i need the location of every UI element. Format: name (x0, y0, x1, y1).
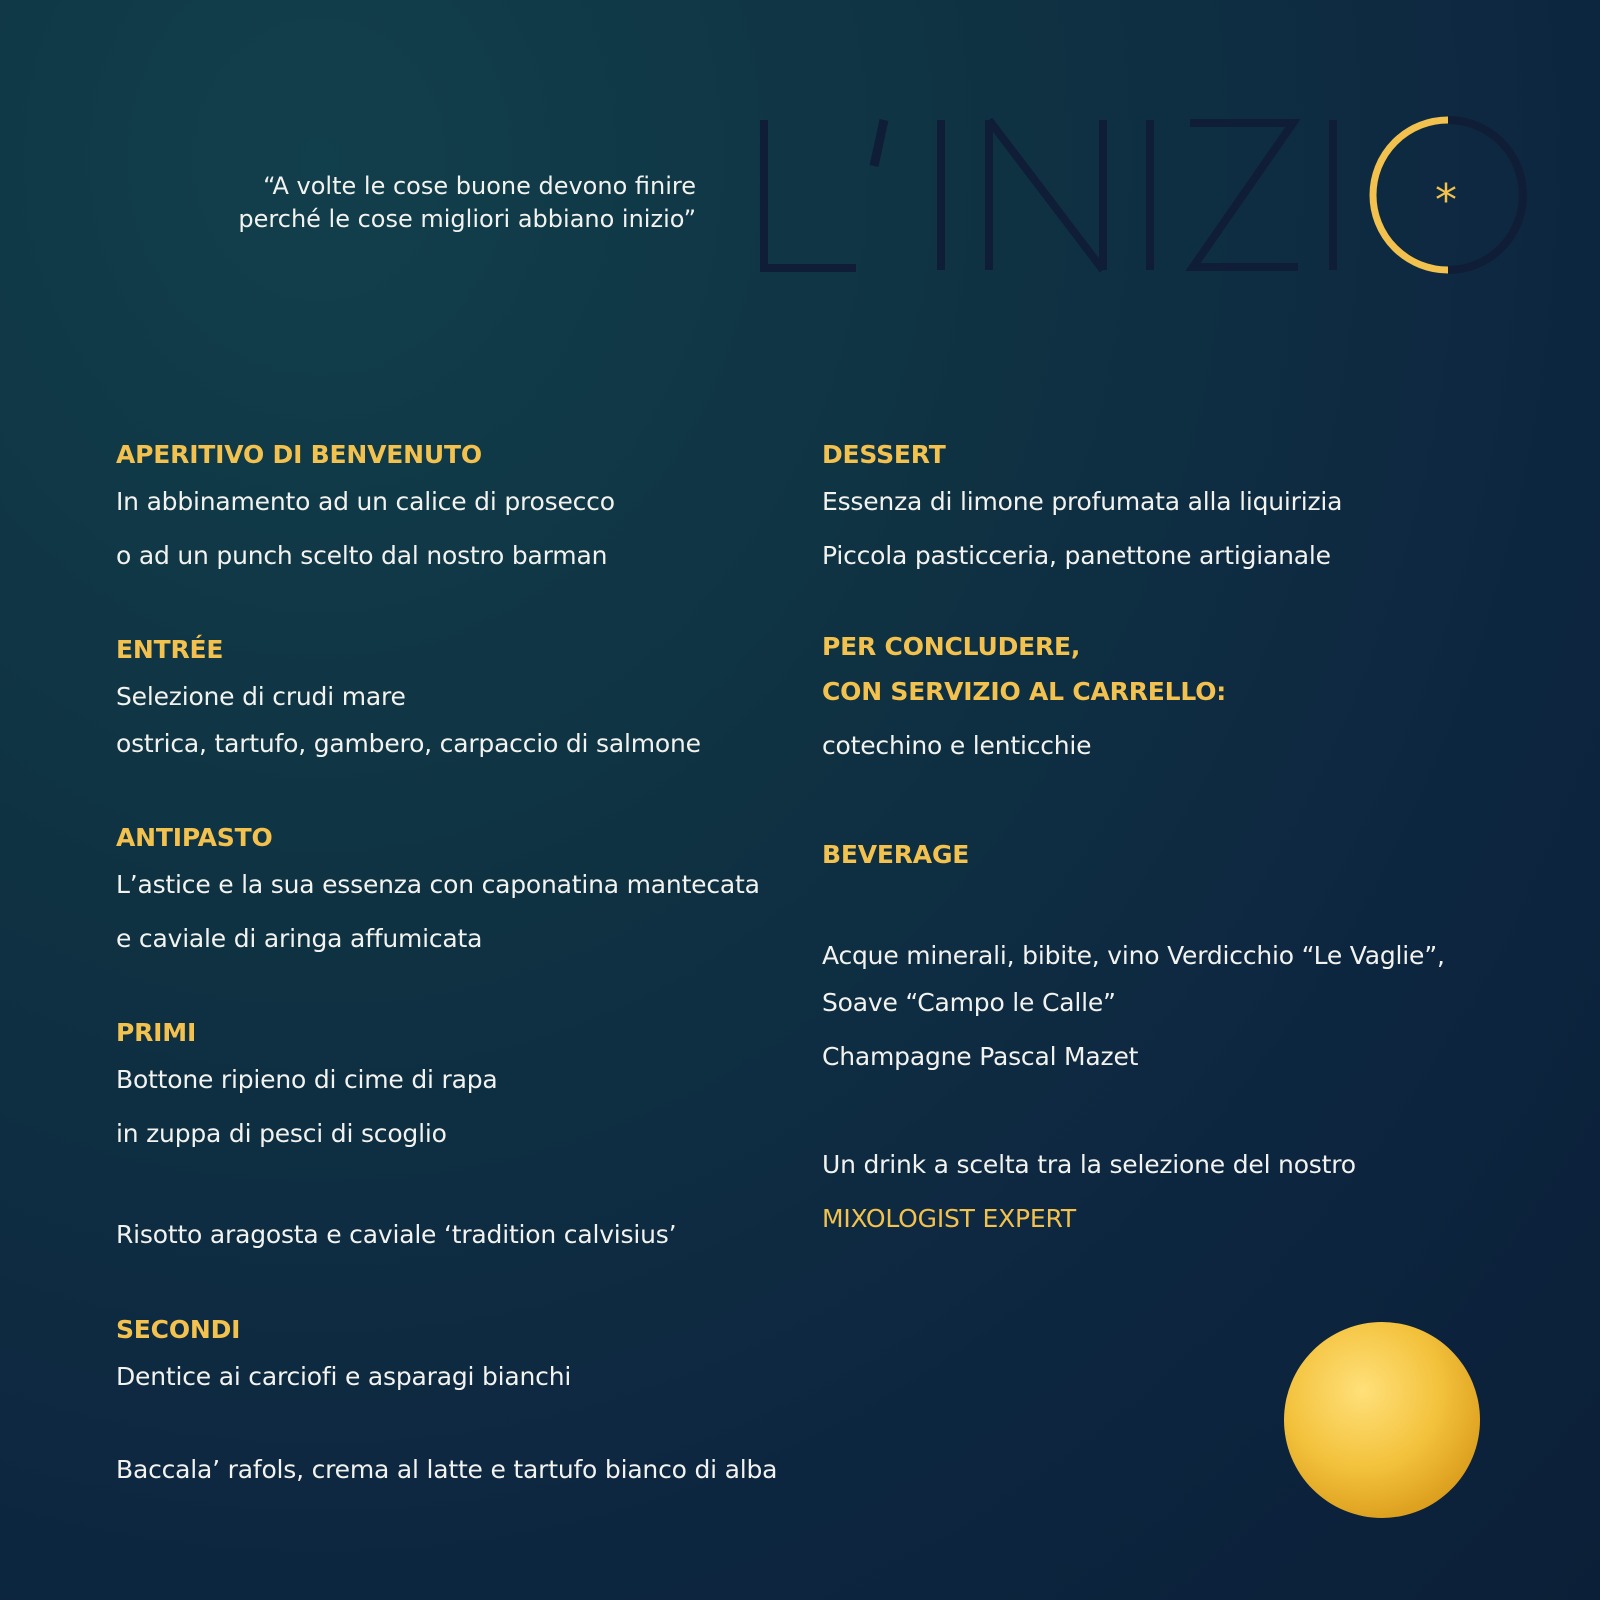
menu-item: Piccola pasticceria, panettone artigianale (822, 541, 1331, 570)
menu-item: L’astice e la sua essenza con caponatina mantecata (116, 870, 760, 899)
mixologist-highlight: MIXOLOGIST EXPERT (822, 1204, 1076, 1233)
linizio-logo (0, 0, 1600, 320)
menu-item: in zuppa di pesci di scoglio (116, 1119, 447, 1148)
gold-circle-decoration (1284, 1322, 1480, 1518)
menu-item: ostrica, tartufo, gambero, carpaccio di salmone (116, 729, 701, 758)
menu-item: Acque minerali, bibite, vino Verdicchio “Le Vaglie”, (822, 941, 1445, 970)
menu-item: e caviale di aringa affumicata (116, 924, 483, 953)
menu-item: Risotto aragosta e caviale ‘tradition calvisius’ (116, 1220, 677, 1249)
section-title-concludere: PER CONCLUDERE, (822, 632, 1081, 661)
section-title-primi: PRIMI (116, 1018, 197, 1047)
quote (238, 170, 696, 236)
asterisk-icon: * (1435, 175, 1457, 226)
menu-item: cotechino e lenticchie (822, 731, 1092, 760)
section-title-dessert: DESSERT (822, 440, 946, 469)
section-title-secondi: SECONDI (116, 1315, 241, 1344)
quote-line-1: “A volte le cose buone devono finire (263, 172, 696, 200)
menu-item: Dentice ai carciofi e asparagi bianchi (116, 1362, 572, 1391)
menu-item: Essenza di limone profumata alla liquirizia (822, 487, 1343, 516)
menu-item: Selezione di crudi mare (116, 682, 406, 711)
menu-item: Bottone ripieno di cime di rapa (116, 1065, 498, 1094)
section-title-beverage: BEVERAGE (822, 840, 970, 869)
section-title-carrello: CON SERVIZIO AL CARRELLO: (822, 677, 1227, 706)
menu-item: Champagne Pascal Mazet (822, 1042, 1139, 1071)
menu-item: Un drink a scelta tra la selezione del nostro (822, 1150, 1356, 1179)
menu-item: o ad un punch scelto dal nostro barman (116, 541, 608, 570)
section-title-aperitivo: APERITIVO DI BENVENUTO (116, 440, 482, 469)
menu-item: In abbinamento ad un calice di prosecco (116, 487, 615, 516)
section-title-entree: ENTRÉE (116, 635, 224, 664)
menu-item: Baccala’ rafols, crema al latte e tartufo bianco di alba (116, 1455, 778, 1484)
quote-line-2: perché le cose migliori abbiano inizio” (238, 205, 696, 233)
section-title-antipasto: ANTIPASTO (116, 823, 273, 852)
menu-item: Soave “Campo le Calle” (822, 988, 1116, 1017)
